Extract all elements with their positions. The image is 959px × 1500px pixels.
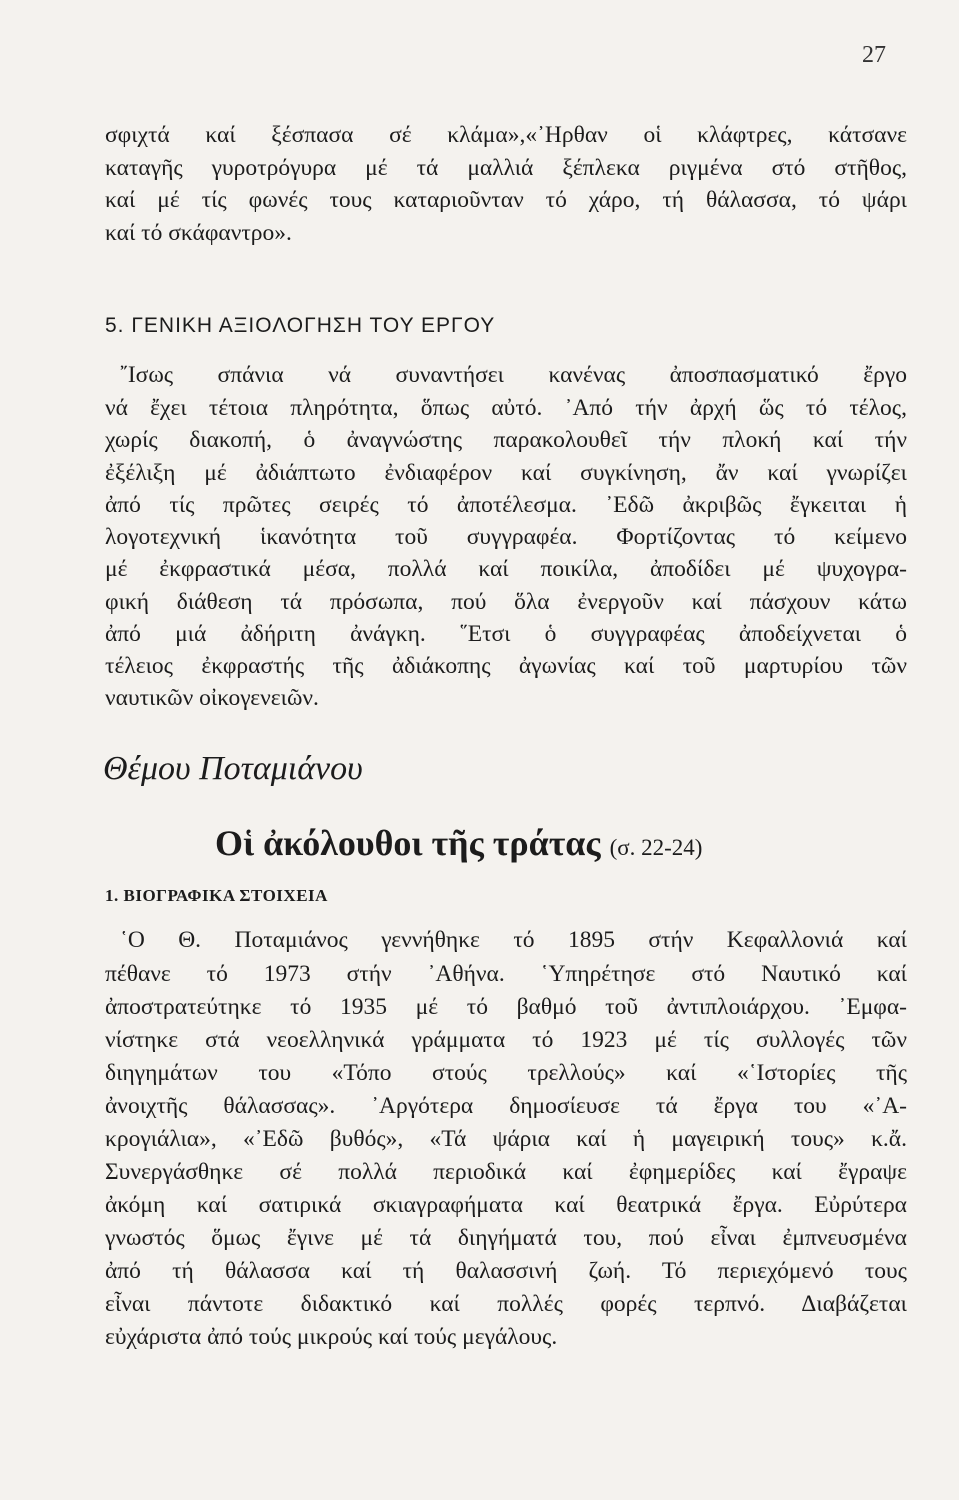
- paragraph-line: φική διάθεση τά πρόσωπα, πού ὅλα ἐνεργοῦν καί πάσχουν κάτω: [105, 589, 907, 615]
- paragraph-line: γνωστός ὅμως ἔγινε μέ τά διηγήματά του, πού εἶναι ἐμπνευσμένα: [105, 1225, 907, 1251]
- story-pages: (σ. 22-24): [609, 835, 703, 860]
- paragraph-line: χωρίς διακοπή, ὁ ἀναγνώστης παρακολουθεῖ τήν πλοκή καί τήν: [105, 427, 907, 453]
- paragraph-line: τέλειος ἐκφραστής τῆς ἀδιάκοπης ἀγωνίας καί τοῦ μαρτυρίου τῶν: [105, 653, 907, 679]
- paragraph-line: πέθανε τό 1973 στήν ᾽Αθήνα. ῾Υπηρέτησε στό Ναυτικό καί: [105, 961, 907, 987]
- paragraph-line: ναυτικῶν οἰκογενειῶν.: [105, 685, 319, 711]
- paragraph-line: ἀπό τίς πρῶτες σειρές τό ἀποτέλεσμα. ᾽Εδῶ ἀκριβῶς ἔγκειται ἡ: [105, 492, 907, 518]
- section-heading-1: 1. ΒΙΟΓΡΑΦΙΚΑ ΣΤΟΙΧΕΙΑ: [105, 886, 328, 905]
- paragraph-line: νίστηκε στά νεοελληνικά γράμματα τό 1923 μέ τίς συλλογές τῶν: [105, 1027, 907, 1053]
- paragraph-line: ἐξέλιξη μέ ἀδιάπτωτο ἐνδιαφέρον καί συγκίνηση, ἄν καί γνωρίζει: [105, 460, 907, 486]
- quote-line: σφιχτά καί ξέσπασα σέ κλάμα»,«᾽Ηρθαν οἱ κλάφτρες, κάτσανε: [105, 122, 907, 148]
- quote-line: καί τό σκάφαντρο».: [105, 220, 292, 246]
- paragraph-line: Συνεργάσθηκε σέ πολλά περιοδικά καί ἐφημερίδες καί ἔγραψε: [105, 1159, 907, 1185]
- paragraph-line: ἀκόμη καί σατιρικά σκιαγραφήματα καί θεατρικά ἔργα. Εὐρύτερα: [105, 1192, 907, 1218]
- story-title: [215, 822, 702, 864]
- quote-line: καταγῆς γυροτρόγυρα μέ τά μαλλιά ξέπλεκα ριγμένα στό στῆθος,: [105, 155, 907, 181]
- paragraph-line: νά ἔχει τέτοια πληρότητα, ὅπως αὐτό. ᾽Από τήν ἀρχή ὥς τό τέλος,: [105, 395, 907, 421]
- paragraph-line: ἀποστρατεύτηκε τό 1935 μέ τό βαθμό τοῦ ἀντιπλοιάρχου. ᾽Εμφα-: [105, 994, 907, 1020]
- paragraph-line: ἀνοιχτῆς θάλασσας». ᾽Αργότερα δημοσίευσε τά ἔργα του «᾽Α-: [105, 1093, 907, 1119]
- paragraph-line: κρογιάλια», «᾽Εδῶ βυθός», «Τά ψάρια καί ἡ μαγειρική τους» κ.ἄ.: [105, 1126, 907, 1152]
- paragraph-line: ῎Ισως σπάνια νά συναντήσει κανένας ἀποσπασματικό ἔργο: [120, 362, 907, 388]
- author-name: Θέμου Ποταμιάνου: [103, 750, 363, 787]
- story-title-text: Οἱ ἀκόλουθοι τῆς τράτας: [215, 823, 601, 863]
- quote-line: καί μέ τίς φωνές τους καταριοῦνταν τό χάρο, τή θάλασσα, τό ψάρι: [105, 187, 907, 213]
- paragraph-line: ἀπό τή θάλασσα καί τή θαλασσινή ζωή. Τό περιεχόμενό τους: [105, 1258, 907, 1284]
- paragraph-line: εὐχάριστα ἀπό τούς μικρούς καί τούς μεγάλους.: [105, 1324, 558, 1350]
- paragraph-line: ἀπό μιά ἀδήριτη ἀνάγκη. ῞Ετσι ὁ συγγραφέας ἀποδείχνεται ὁ: [105, 621, 907, 647]
- paragraph-line: μέ ἐκφραστικά μέσα, πολλά καί ποικίλα, ἀποδίδει μέ ψυχογρα-: [105, 556, 907, 582]
- paragraph-line: διηγημάτων του «Τόπο στούς τρελλούς» καί «῾Ιστορίες τῆς: [105, 1060, 907, 1086]
- paragraph-line: ῾Ο Θ. Ποταμιάνος γεννήθηκε τό 1895 στήν Κεφαλλονιά καί: [120, 927, 907, 953]
- paragraph-line: εἶναι πάντοτε διδακτικό καί πολλές φορές τερπνό. Διαβάζεται: [105, 1291, 907, 1317]
- page-number: 27: [862, 42, 886, 68]
- section-heading-5: 5. ΓΕΝΙΚΗ ΑΞΙΟΛΟΓΗΣΗ ΤΟΥ ΕΡΓΟΥ: [105, 314, 496, 337]
- paragraph-line: λογοτεχνική ἱκανότητα τοῦ συγγραφέα. Φορτίζοντας τό κείμενο: [105, 524, 907, 550]
